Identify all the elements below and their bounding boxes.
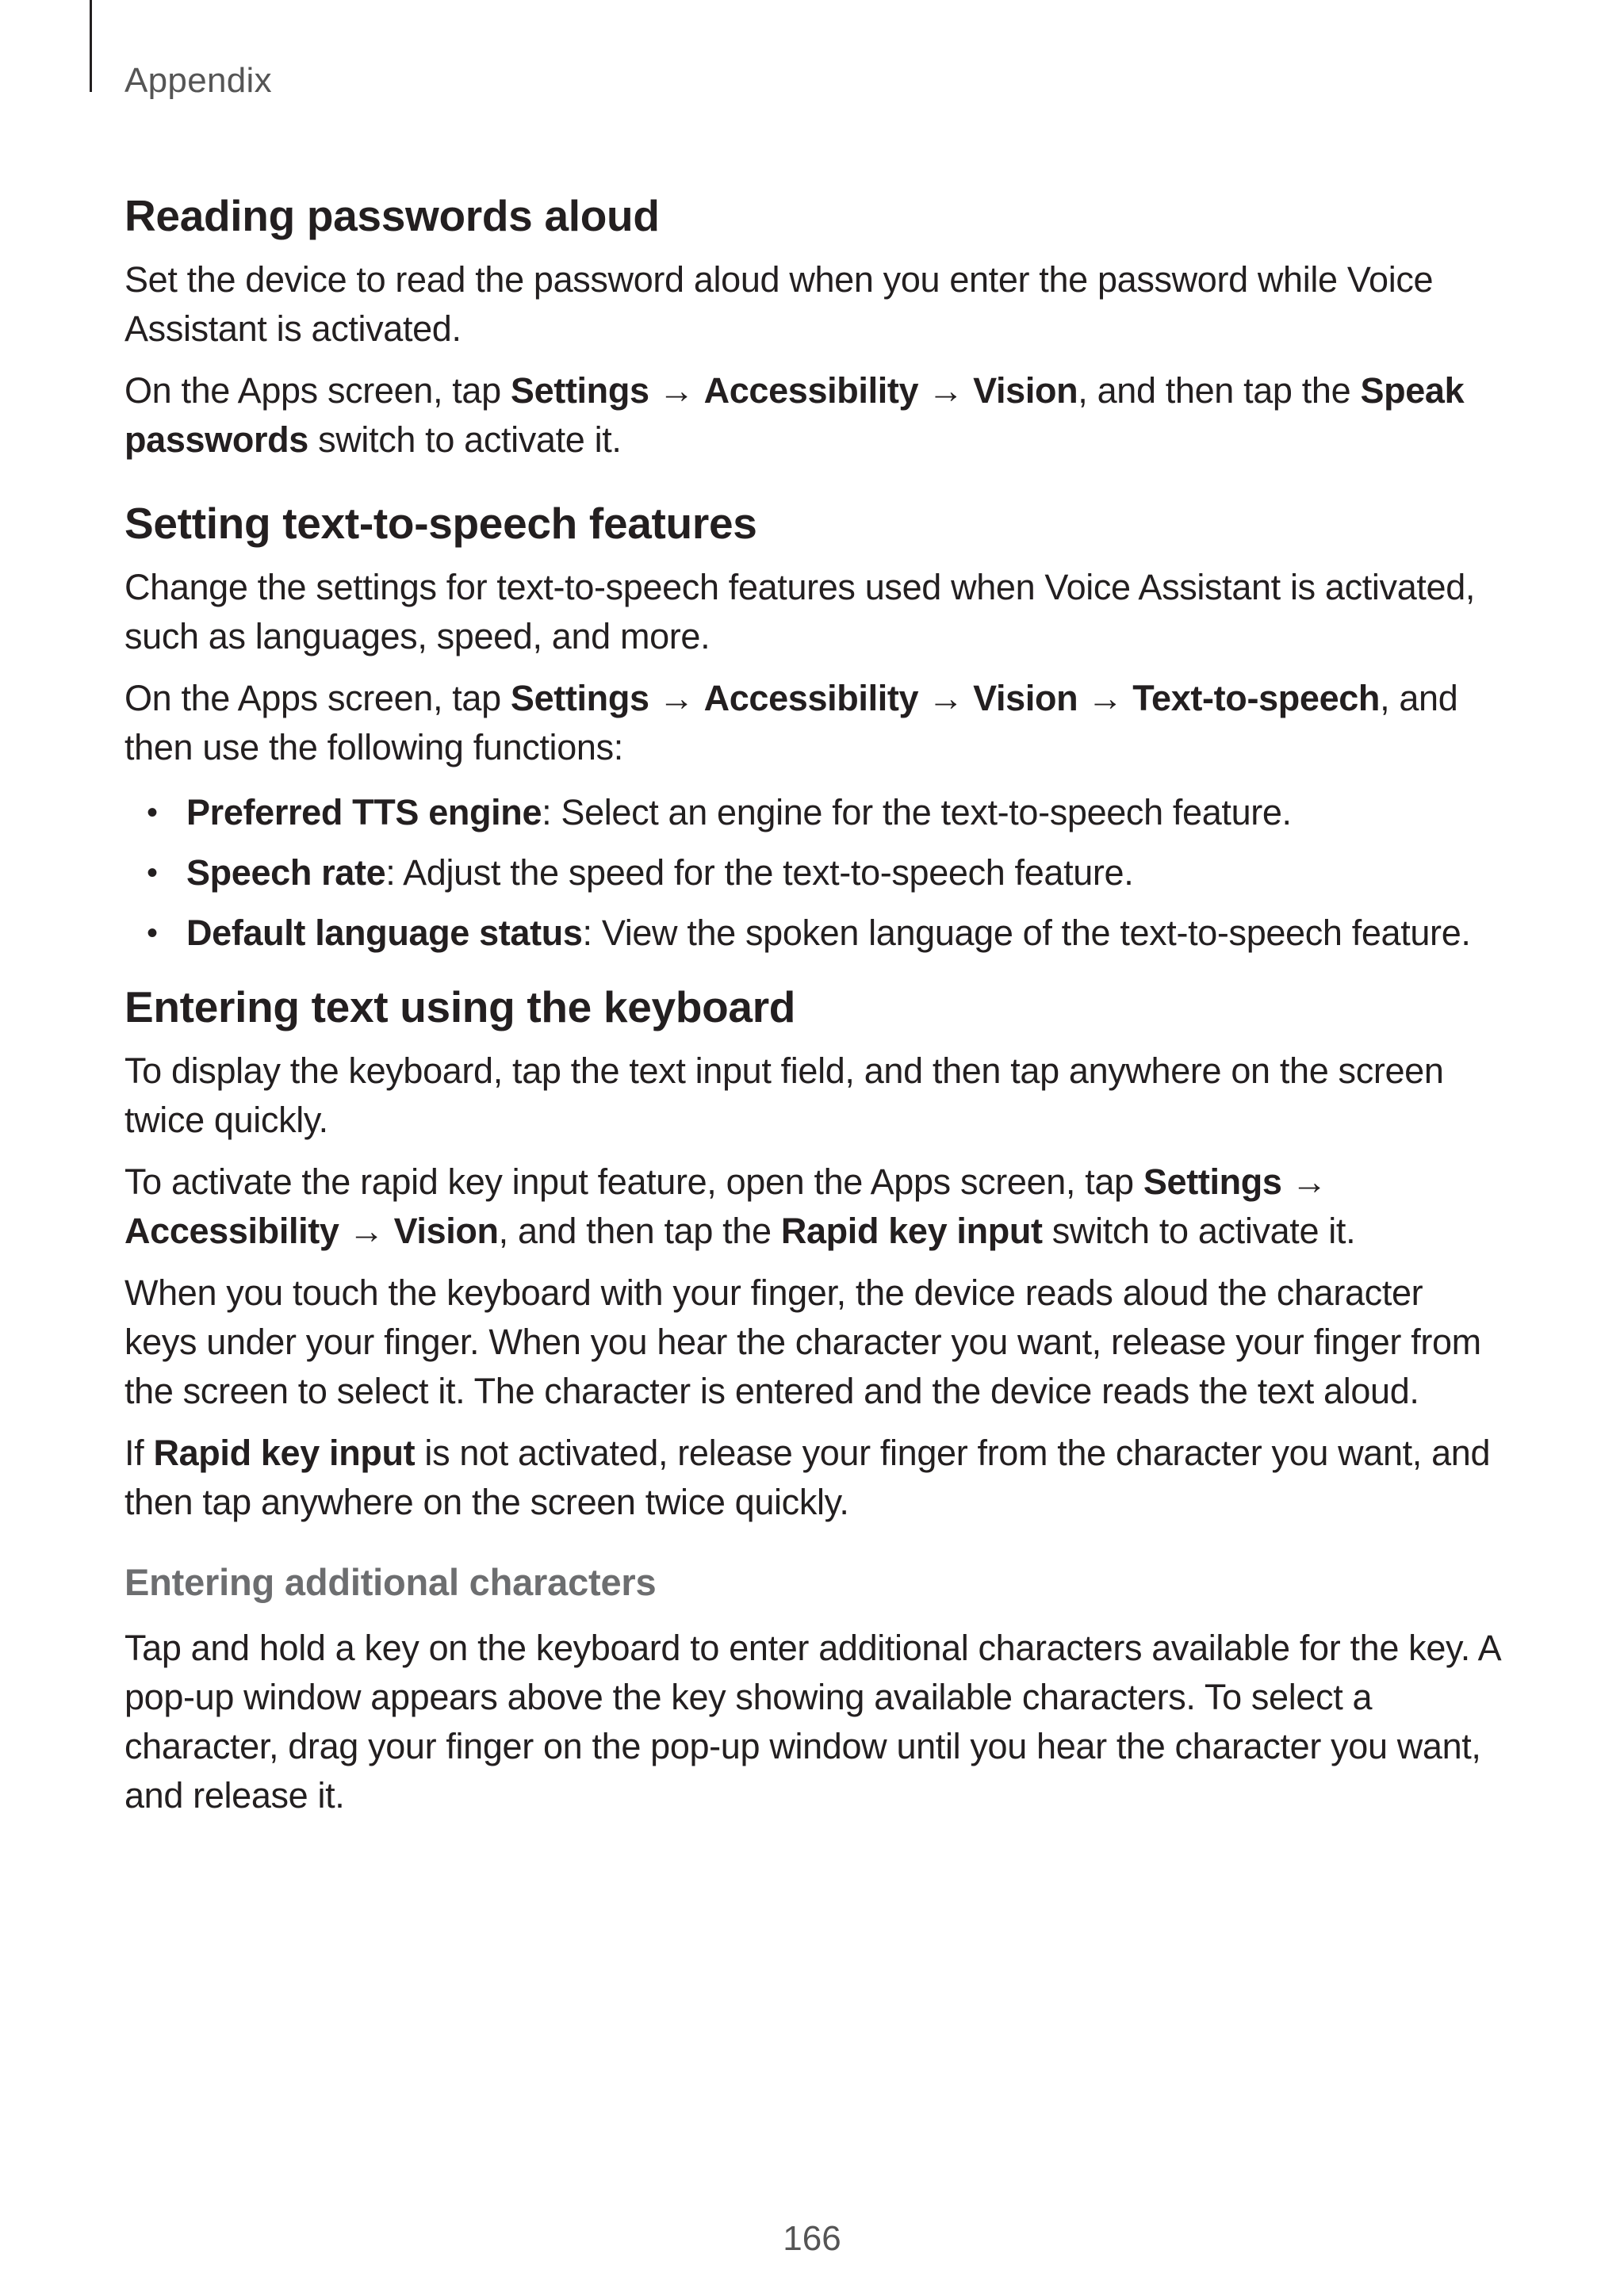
arrow-separator: → (339, 1211, 394, 1251)
text-run: On the Apps screen, tap (124, 678, 511, 718)
bullet-icon: • (147, 916, 158, 951)
arrow-separator: → (1281, 1161, 1327, 1202)
text-run: switch to activate it. (308, 419, 622, 460)
menu-path-accessibility: Accessibility (124, 1211, 339, 1251)
option-rapid-key-input: Rapid key input (153, 1433, 416, 1473)
menu-path-settings: Settings (1143, 1161, 1282, 1202)
option-speak-passwords: Speak passwords (124, 370, 1465, 460)
keyboard-paragraph-4 (124, 1429, 1504, 1527)
bullet-icon: • (147, 855, 158, 890)
arrow-separator: → (918, 678, 974, 718)
list-item-term: Preferred TTS engine (186, 792, 542, 832)
tts-function-list (124, 788, 1504, 958)
menu-path-vision: Vision (393, 1211, 499, 1251)
list-item (124, 848, 1504, 897)
section-heading-reading-passwords: Reading passwords aloud (124, 191, 660, 240)
text-run: is not activated, release your finger from the character you want, and then tap anywhere on the screen twice quickly. (124, 1433, 1491, 1522)
arrow-separator: → (649, 370, 704, 411)
section-heading-tts: Setting text-to-speech features (124, 499, 757, 548)
arrow-separator: → (918, 370, 974, 411)
text-run: If (124, 1433, 154, 1473)
menu-path-accessibility: Accessibility (703, 678, 919, 718)
menu-path-vision: Vision (973, 370, 1078, 411)
keyboard-paragraph-1: To display the keyboard, tap the text input field, and then tap anywhere on the screen twice quickly. (124, 1050, 1444, 1140)
subsection-heading-additional-characters: Entering additional characters (124, 1561, 657, 1603)
additional-characters-paragraph: Tap and hold a key on the keyboard to enter additional characters available for the key. A pop-up window appears above the key showing available characters. To select a character, drag your finger on the pop-up window until you hear the character you want, and release it. (124, 1628, 1500, 1816)
page-margin-rule (90, 0, 92, 92)
page-number: 166 (783, 2219, 841, 2258)
bullet-icon: • (147, 795, 158, 830)
list-item-term: Speech rate (186, 852, 386, 893)
reading-passwords-steps (124, 366, 1504, 465)
text-run: , and then tap the (498, 1211, 781, 1251)
running-head: Appendix (124, 61, 272, 100)
arrow-separator: → (1078, 678, 1133, 718)
list-item-description: : View the spoken language of the text-to-speech feature. (582, 913, 1471, 953)
menu-path-accessibility: Accessibility (703, 370, 919, 411)
text-run: , and then tap the (1078, 370, 1361, 411)
menu-path-settings: Settings (510, 678, 649, 718)
keyboard-paragraph-2 (124, 1158, 1504, 1256)
option-rapid-key-input: Rapid key input (780, 1211, 1043, 1251)
tts-steps (124, 674, 1504, 772)
menu-path-settings: Settings (510, 370, 649, 411)
text-run: To activate the rapid key input feature, open the Apps screen, tap (124, 1161, 1143, 1202)
text-run: , and then use the following functions: (124, 678, 1458, 767)
menu-path-text-to-speech: Text-to-speech (1132, 678, 1381, 718)
reading-passwords-intro: Set the device to read the password aloud when you enter the password while Voice Assistant is activated. (124, 259, 1434, 349)
list-item-term: Default language status (186, 913, 583, 953)
tts-intro: Change the settings for text-to-speech features used when Voice Assistant is activated, such as languages, speed, and more. (124, 567, 1476, 656)
arrow-separator: → (649, 678, 704, 718)
menu-path-vision: Vision (973, 678, 1078, 718)
text-run: On the Apps screen, tap (124, 370, 511, 411)
section-heading-keyboard: Entering text using the keyboard (124, 982, 796, 1031)
list-item (124, 788, 1504, 837)
text-run: switch to activate it. (1042, 1211, 1356, 1251)
list-item-description: : Select an engine for the text-to-speech feature. (542, 792, 1292, 832)
list-item (124, 909, 1504, 958)
keyboard-paragraph-3: When you touch the keyboard with your finger, the device reads aloud the character keys under your finger. When you hear the character you want, release your finger from the screen to select it. The character is entered and the device reads the text aloud. (124, 1272, 1481, 1411)
page-content (124, 187, 1504, 1820)
list-item-description: : Adjust the speed for the text-to-speech feature. (385, 852, 1134, 893)
